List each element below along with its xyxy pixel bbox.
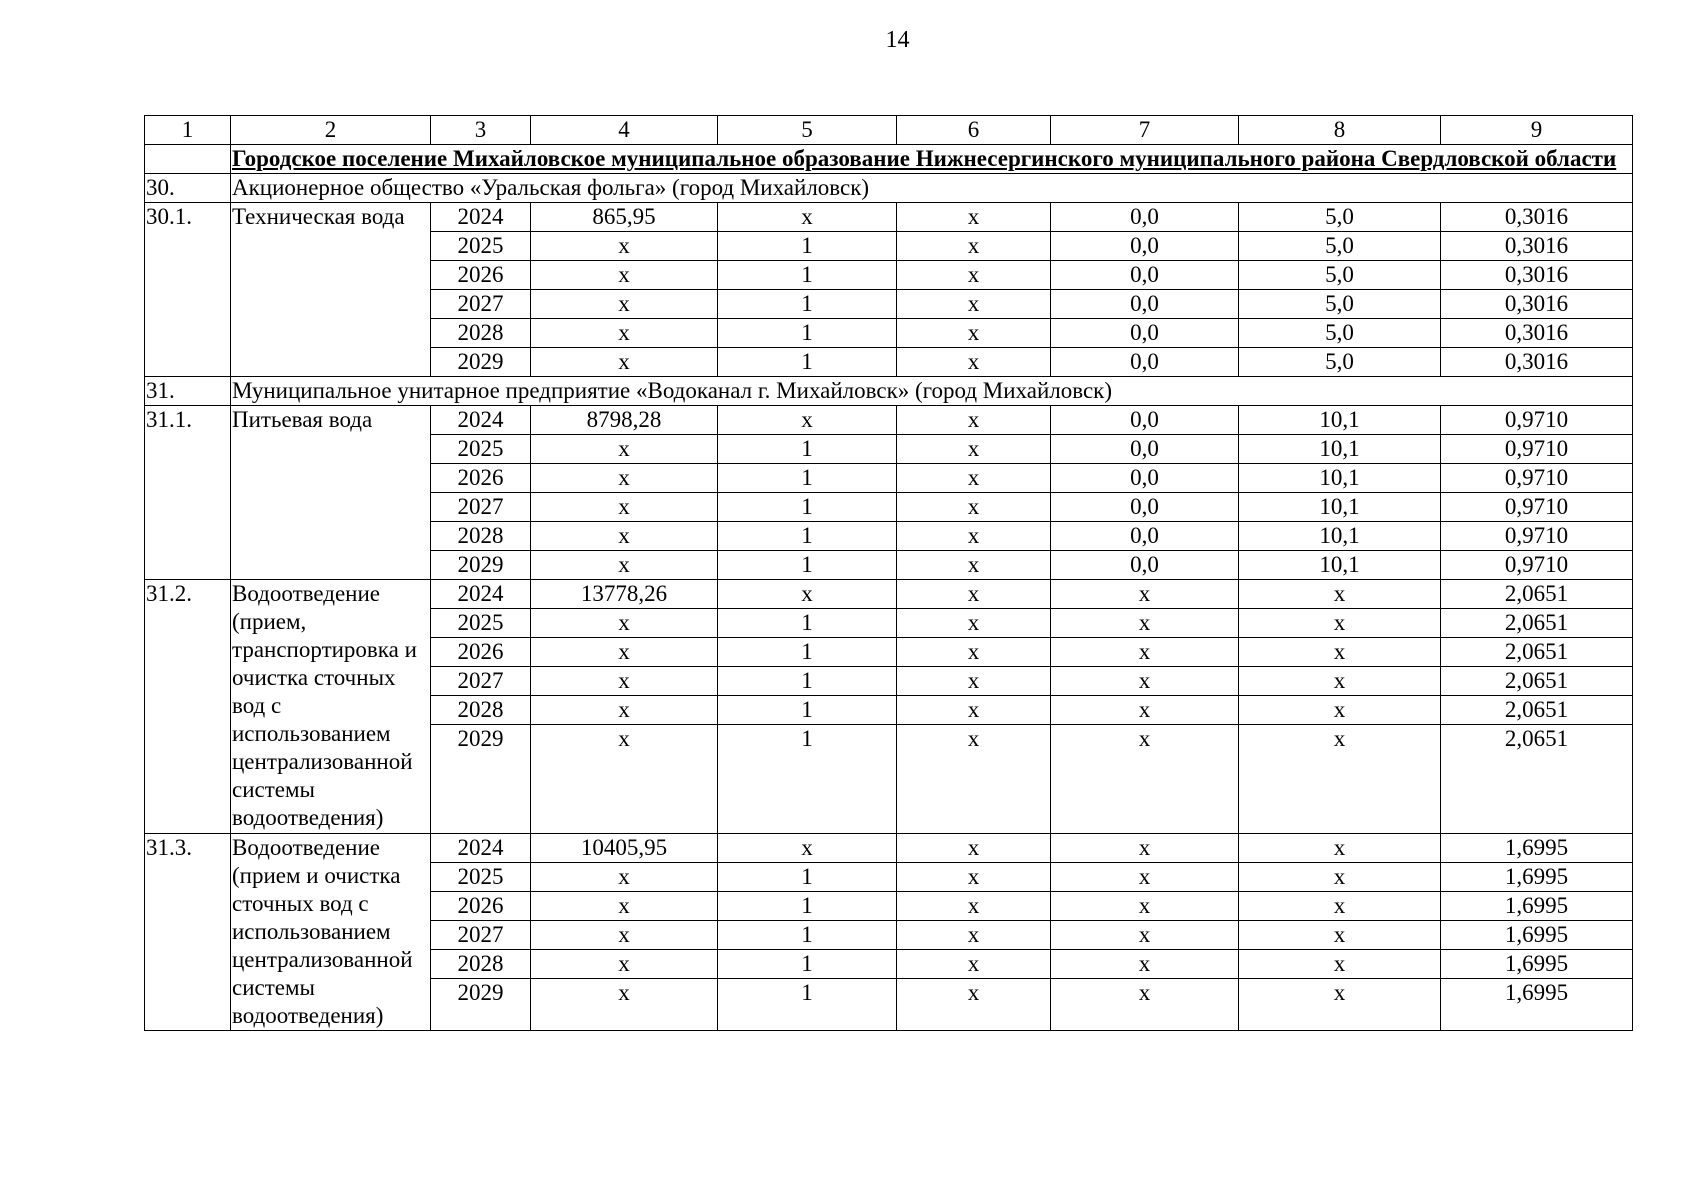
value-cell-9: 0,9710 <box>1441 551 1633 580</box>
year-cell: 2024 <box>431 203 531 232</box>
value-cell-8: х <box>1239 580 1441 609</box>
column-number: 2 <box>231 116 431 145</box>
organization-row <box>145 377 1633 406</box>
column-number: 7 <box>1051 116 1239 145</box>
value-cell-4: х <box>531 348 718 377</box>
value-cell-7: х <box>1051 863 1239 892</box>
value-cell-6: х <box>897 580 1051 609</box>
page-number: 14 <box>885 27 910 53</box>
table-body <box>145 116 1633 1031</box>
value-cell-4: 10405,95 <box>531 834 718 863</box>
value-cell-5: х <box>718 203 897 232</box>
value-cell-9: 1,6995 <box>1441 892 1633 921</box>
table-row <box>145 203 1633 232</box>
value-cell-7: 0,0 <box>1051 493 1239 522</box>
value-cell-7: х <box>1051 696 1239 725</box>
value-cell-7: х <box>1051 667 1239 696</box>
value-cell-7: 0,0 <box>1051 435 1239 464</box>
value-cell-5: 1 <box>718 696 897 725</box>
value-cell-5: 1 <box>718 863 897 892</box>
value-cell-7: х <box>1051 580 1239 609</box>
value-cell-6: х <box>897 892 1051 921</box>
value-cell-4: х <box>531 551 718 580</box>
value-cell-6: х <box>897 725 1051 834</box>
value-cell-4: х <box>531 319 718 348</box>
value-cell-4: х <box>531 464 718 493</box>
value-cell-5: 1 <box>718 725 897 834</box>
value-cell-8: х <box>1239 696 1441 725</box>
value-cell-7: 0,0 <box>1051 522 1239 551</box>
value-cell-4: х <box>531 950 718 979</box>
value-cell-6: х <box>897 696 1051 725</box>
value-cell-7: х <box>1051 950 1239 979</box>
value-cell-5: 1 <box>718 638 897 667</box>
service-name: Питьевая вода <box>231 406 431 580</box>
value-cell-8: 5,0 <box>1239 348 1441 377</box>
value-cell-7: 0,0 <box>1051 232 1239 261</box>
value-cell-9: 0,9710 <box>1441 406 1633 435</box>
value-cell-5: 1 <box>718 892 897 921</box>
organization-number: 30. <box>145 174 231 203</box>
value-cell-5: 1 <box>718 319 897 348</box>
year-cell: 2024 <box>431 406 531 435</box>
value-cell-5: 1 <box>718 464 897 493</box>
value-cell-5: 1 <box>718 950 897 979</box>
value-cell-6: х <box>897 232 1051 261</box>
value-cell-8: х <box>1239 834 1441 863</box>
tariff-table <box>144 115 1633 1031</box>
value-cell-7: х <box>1051 892 1239 921</box>
value-cell-6: х <box>897 319 1051 348</box>
value-cell-7: 0,0 <box>1051 551 1239 580</box>
value-cell-8: 10,1 <box>1239 551 1441 580</box>
value-cell-7: х <box>1051 921 1239 950</box>
value-cell-4: х <box>531 232 718 261</box>
section-title: Городское поселение Михайловское муниципальное образование Нижнесергинского муниципального района Свердловской области <box>231 145 1633 174</box>
value-cell-4: х <box>531 435 718 464</box>
value-cell-9: 2,0651 <box>1441 580 1633 609</box>
value-cell-8: х <box>1239 950 1441 979</box>
year-cell: 2024 <box>431 834 531 863</box>
value-cell-8: 5,0 <box>1239 261 1441 290</box>
value-cell-8: 10,1 <box>1239 464 1441 493</box>
value-cell-5: 1 <box>718 232 897 261</box>
service-name: Водоотведение (прием и очистка сточных вод с использованием централизованной системы водоотведения) <box>231 834 431 1031</box>
value-cell-7: х <box>1051 834 1239 863</box>
value-cell-8: 10,1 <box>1239 493 1441 522</box>
year-cell: 2028 <box>431 696 531 725</box>
value-cell-5: 1 <box>718 921 897 950</box>
value-cell-9: 0,9710 <box>1441 493 1633 522</box>
organization-name: Муниципальное унитарное предприятие «Водоканал г. Михайловск» (город Михайловск) <box>231 377 1633 406</box>
value-cell-4: 865,95 <box>531 203 718 232</box>
value-cell-4: х <box>531 261 718 290</box>
value-cell-6: х <box>897 979 1051 1031</box>
value-cell-5: х <box>718 580 897 609</box>
value-cell-4: х <box>531 863 718 892</box>
value-cell-8: х <box>1239 725 1441 834</box>
value-cell-9: 0,3016 <box>1441 203 1633 232</box>
value-cell-9: 0,3016 <box>1441 319 1633 348</box>
value-cell-8: х <box>1239 638 1441 667</box>
year-cell: 2029 <box>431 348 531 377</box>
value-cell-7: х <box>1051 979 1239 1031</box>
column-number: 3 <box>431 116 531 145</box>
value-cell-9: 2,0651 <box>1441 609 1633 638</box>
year-cell: 2027 <box>431 493 531 522</box>
year-cell: 2029 <box>431 725 531 834</box>
value-cell-8: х <box>1239 979 1441 1031</box>
value-cell-5: 1 <box>718 522 897 551</box>
value-cell-8: 10,1 <box>1239 522 1441 551</box>
year-cell: 2026 <box>431 638 531 667</box>
year-cell: 2028 <box>431 950 531 979</box>
value-cell-9: 0,9710 <box>1441 435 1633 464</box>
value-cell-6: х <box>897 609 1051 638</box>
value-cell-5: 1 <box>718 348 897 377</box>
table-row <box>145 834 1633 863</box>
year-cell: 2025 <box>431 435 531 464</box>
value-cell-9: 2,0651 <box>1441 638 1633 667</box>
value-cell-4: х <box>531 696 718 725</box>
value-cell-6: х <box>897 921 1051 950</box>
value-cell-8: 10,1 <box>1239 435 1441 464</box>
value-cell-8: 5,0 <box>1239 203 1441 232</box>
value-cell-6: х <box>897 493 1051 522</box>
service-number: 30.1. <box>145 203 231 377</box>
value-cell-6: х <box>897 834 1051 863</box>
year-cell: 2025 <box>431 609 531 638</box>
value-cell-8: 10,1 <box>1239 406 1441 435</box>
value-cell-5: х <box>718 406 897 435</box>
value-cell-9: 0,3016 <box>1441 261 1633 290</box>
value-cell-9: 1,6995 <box>1441 950 1633 979</box>
value-cell-9: 0,9710 <box>1441 464 1633 493</box>
value-cell-8: 5,0 <box>1239 290 1441 319</box>
value-cell-9: 2,0651 <box>1441 696 1633 725</box>
column-number: 4 <box>531 116 718 145</box>
value-cell-6: х <box>897 863 1051 892</box>
value-cell-5: 1 <box>718 979 897 1031</box>
value-cell-6: х <box>897 290 1051 319</box>
service-name: Техническая вода <box>231 203 431 377</box>
table-row <box>145 406 1633 435</box>
year-cell: 2027 <box>431 667 531 696</box>
value-cell-8: х <box>1239 667 1441 696</box>
value-cell-8: х <box>1239 863 1441 892</box>
value-cell-9: 0,3016 <box>1441 290 1633 319</box>
value-cell-8: 5,0 <box>1239 319 1441 348</box>
organization-number: 31. <box>145 377 231 406</box>
value-cell-8: 5,0 <box>1239 232 1441 261</box>
value-cell-7: х <box>1051 638 1239 667</box>
value-cell-6: х <box>897 667 1051 696</box>
table-row <box>145 580 1633 609</box>
column-number: 8 <box>1239 116 1441 145</box>
value-cell-4: 8798,28 <box>531 406 718 435</box>
value-cell-5: 1 <box>718 493 897 522</box>
year-cell: 2029 <box>431 551 531 580</box>
value-cell-9: 1,6995 <box>1441 979 1633 1031</box>
value-cell-6: х <box>897 551 1051 580</box>
year-cell: 2026 <box>431 464 531 493</box>
value-cell-4: х <box>531 522 718 551</box>
value-cell-7: 0,0 <box>1051 261 1239 290</box>
section-number-cell <box>145 145 231 174</box>
service-number: 31.2. <box>145 580 231 834</box>
value-cell-7: 0,0 <box>1051 290 1239 319</box>
value-cell-4: х <box>531 609 718 638</box>
value-cell-5: 1 <box>718 261 897 290</box>
column-number: 9 <box>1441 116 1633 145</box>
value-cell-7: 0,0 <box>1051 203 1239 232</box>
value-cell-6: х <box>897 522 1051 551</box>
value-cell-6: х <box>897 406 1051 435</box>
value-cell-8: х <box>1239 892 1441 921</box>
column-number: 5 <box>718 116 897 145</box>
value-cell-9: 1,6995 <box>1441 921 1633 950</box>
value-cell-5: 1 <box>718 435 897 464</box>
value-cell-9: 0,9710 <box>1441 522 1633 551</box>
value-cell-4: х <box>531 493 718 522</box>
column-number: 1 <box>145 116 231 145</box>
value-cell-9: 0,3016 <box>1441 232 1633 261</box>
year-cell: 2025 <box>431 863 531 892</box>
value-cell-6: х <box>897 464 1051 493</box>
year-cell: 2024 <box>431 580 531 609</box>
value-cell-8: х <box>1239 609 1441 638</box>
year-cell: 2028 <box>431 319 531 348</box>
value-cell-4: х <box>531 638 718 667</box>
service-number: 31.1. <box>145 406 231 580</box>
value-cell-4: х <box>531 725 718 834</box>
value-cell-6: х <box>897 348 1051 377</box>
value-cell-5: 1 <box>718 290 897 319</box>
value-cell-6: х <box>897 261 1051 290</box>
organization-row <box>145 174 1633 203</box>
value-cell-4: х <box>531 290 718 319</box>
service-number: 31.3. <box>145 834 231 1031</box>
organization-name: Акционерное общество «Уральская фольга» (город Михайловск) <box>231 174 1633 203</box>
value-cell-6: х <box>897 203 1051 232</box>
value-cell-4: х <box>531 979 718 1031</box>
value-cell-9: 0,3016 <box>1441 348 1633 377</box>
year-cell: 2027 <box>431 290 531 319</box>
year-cell: 2027 <box>431 921 531 950</box>
year-cell: 2025 <box>431 232 531 261</box>
service-name: Водоотведение (прием, транспортировка и очистка сточных вод с использованием централизованной системы водоотведения) <box>231 580 431 834</box>
value-cell-9: 1,6995 <box>1441 834 1633 863</box>
year-cell: 2026 <box>431 892 531 921</box>
value-cell-4: х <box>531 921 718 950</box>
value-cell-9: 2,0651 <box>1441 667 1633 696</box>
year-cell: 2026 <box>431 261 531 290</box>
value-cell-7: 0,0 <box>1051 319 1239 348</box>
value-cell-8: х <box>1239 921 1441 950</box>
value-cell-6: х <box>897 950 1051 979</box>
value-cell-9: 1,6995 <box>1441 863 1633 892</box>
value-cell-7: 0,0 <box>1051 464 1239 493</box>
value-cell-6: х <box>897 435 1051 464</box>
section-title-row <box>145 145 1633 174</box>
value-cell-4: 13778,26 <box>531 580 718 609</box>
value-cell-5: х <box>718 834 897 863</box>
value-cell-4: х <box>531 892 718 921</box>
column-number: 6 <box>897 116 1051 145</box>
value-cell-7: 0,0 <box>1051 348 1239 377</box>
value-cell-7: х <box>1051 725 1239 834</box>
value-cell-7: 0,0 <box>1051 406 1239 435</box>
value-cell-5: 1 <box>718 551 897 580</box>
value-cell-9: 2,0651 <box>1441 725 1633 834</box>
value-cell-5: 1 <box>718 667 897 696</box>
year-cell: 2028 <box>431 522 531 551</box>
value-cell-5: 1 <box>718 609 897 638</box>
value-cell-4: х <box>531 667 718 696</box>
year-cell: 2029 <box>431 979 531 1031</box>
column-number-row <box>145 116 1633 145</box>
value-cell-7: х <box>1051 609 1239 638</box>
value-cell-6: х <box>897 638 1051 667</box>
